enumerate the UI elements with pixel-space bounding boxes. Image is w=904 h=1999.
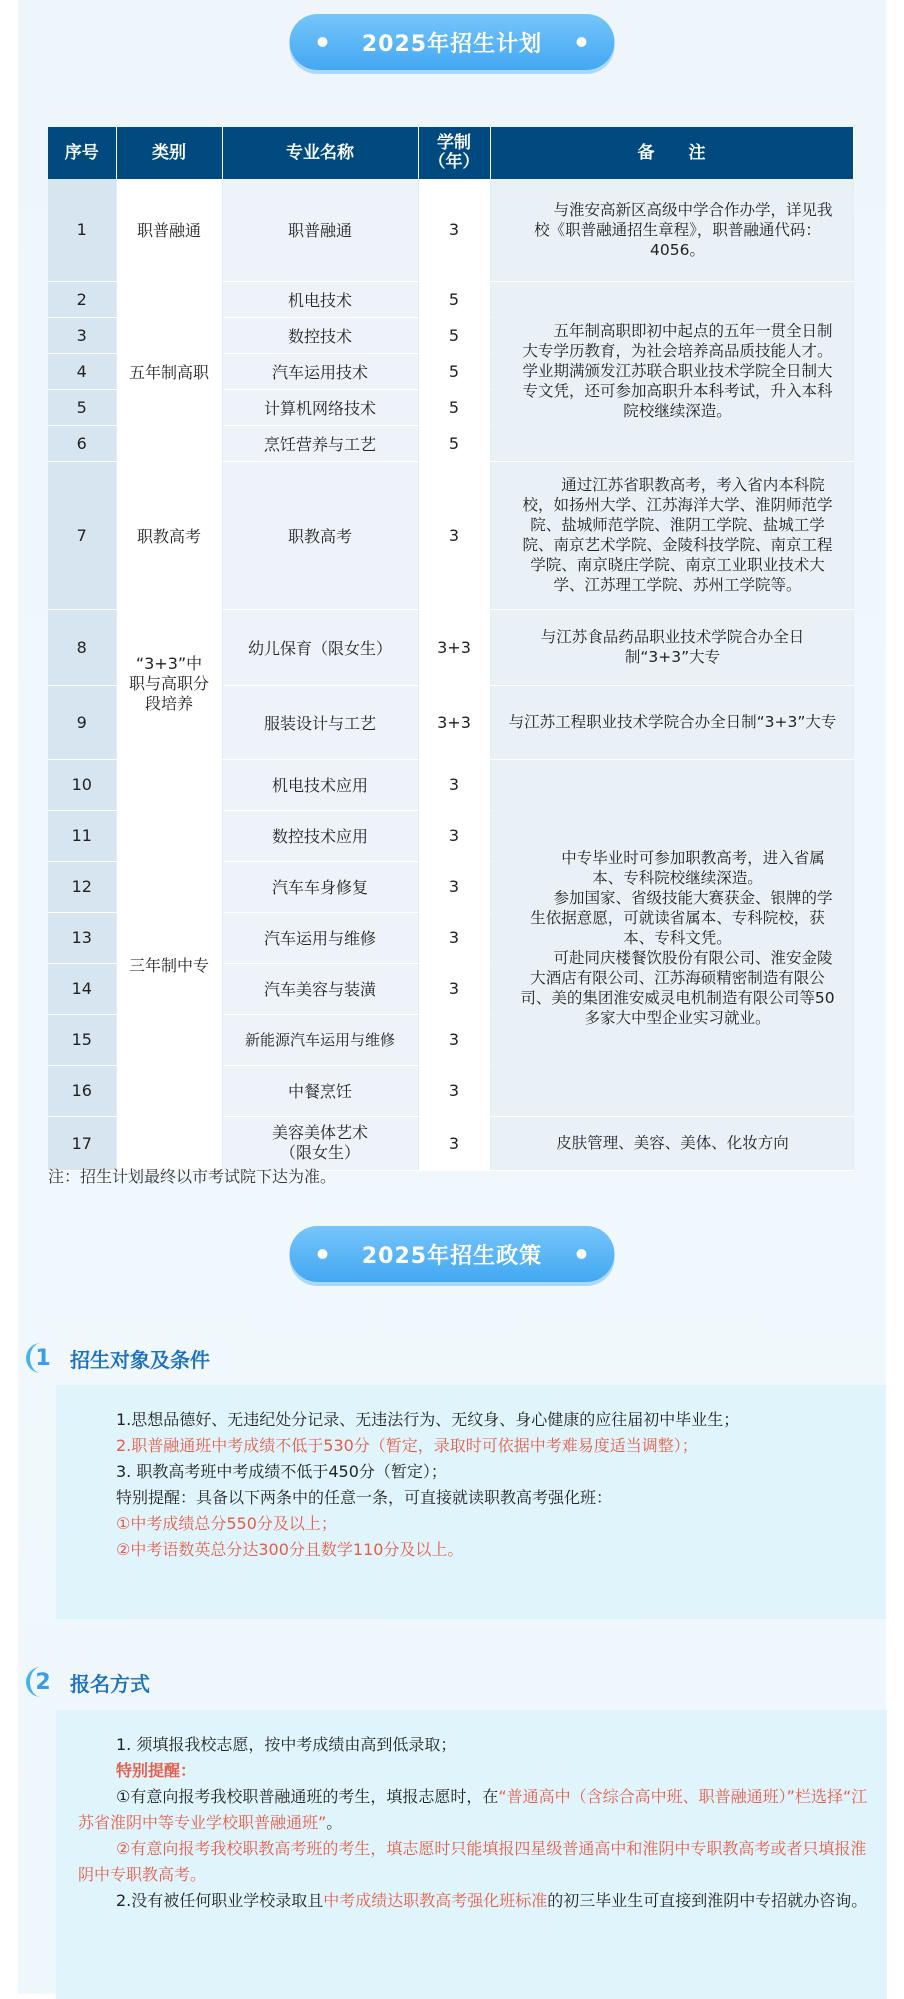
table-row <box>48 281 853 317</box>
row-major: 服装设计与工艺 <box>222 685 418 759</box>
row-major: 计算机网络技术 <box>222 389 418 425</box>
row-no: 11 <box>48 810 116 861</box>
header-no: 序号 <box>48 127 116 179</box>
plan-title: 2025年招生计划 <box>361 31 543 57</box>
row-no: 2 <box>48 281 116 317</box>
registration-box <box>56 1710 887 1999</box>
row-no: 10 <box>48 759 116 810</box>
row-no: 15 <box>48 1014 116 1065</box>
row-no: 9 <box>48 685 116 759</box>
row-no: 1 <box>48 179 116 281</box>
registration-line <box>78 1888 871 1914</box>
table-row <box>48 609 853 685</box>
row-years: 3 <box>418 1014 490 1065</box>
row-years: 5 <box>418 389 490 425</box>
table-row <box>48 179 853 281</box>
registration-line: 1. 须填报我校志愿，按中考成绩由高到低录取； <box>116 1735 457 1754</box>
row-category: 三年制中专 <box>116 759 222 1170</box>
table-header-row <box>48 127 853 179</box>
registration-highlight: 中考成绩达职教高考强化班标准 <box>323 1891 548 1910</box>
row-note: 与江苏工程职业技术学院合办全日制“3+3”大专 <box>490 685 853 759</box>
registration-text: 。 <box>326 1813 343 1832</box>
registration-line <box>78 1784 871 1836</box>
row-years: 3 <box>418 179 490 281</box>
eligibility-line: 3. 职教高考班中考成绩不低于450分（暂定）； <box>116 1462 447 1481</box>
row-years: 3 <box>418 1065 490 1116</box>
registration-text: 的初三毕业生可直接到淮阴中专招就办咨询。 <box>547 1891 868 1910</box>
bullet-dot-icon <box>318 1249 328 1259</box>
row-category: 五年制高职 <box>116 281 222 461</box>
row-years: 5 <box>418 353 490 389</box>
row-major: 幼儿保育（限女生） <box>222 609 418 685</box>
plan-footnote: 注：招生计划最终以市考试院下达为准。 <box>48 1167 337 1186</box>
row-note: 通过江苏省职教高考，考入省内本科院校，如扬州大学、江苏海洋大学、淮阴师范学院、盐城师范学院、淮阴工学院、盐城工学院、南京艺术学院、金陵科技学院、南京工程学院、南京晓庄学院、南京工业职业技术大学、江苏理工学院、苏州工学院等。 <box>490 461 853 609</box>
row-major: 汽车运用与维修 <box>222 912 418 963</box>
row-no: 13 <box>48 912 116 963</box>
header-years-line1: 学制 <box>437 133 471 153</box>
note-paragraph: 参加国家、省级技能大赛获金、银牌的学生依据意愿，可就读省属本、专科院校，获本、专科文凭。 <box>522 888 833 947</box>
bullet-dot-icon <box>318 37 328 47</box>
row-major <box>222 1116 418 1170</box>
row-no: 3 <box>48 317 116 353</box>
row-major: 中餐烹饪 <box>222 1065 418 1116</box>
policy-title: 2025年招生政策 <box>361 1243 543 1269</box>
row-no: 14 <box>48 963 116 1014</box>
section-eligibility-title <box>26 1338 210 1378</box>
row-category: 职普融通 <box>116 179 222 281</box>
section-title-text: 招生对象及条件 <box>70 1347 210 1372</box>
row-major: 汽车车身修复 <box>222 861 418 912</box>
registration-text: ①有意向报考我校职普融通班的考生，填报志愿时，在 <box>116 1787 499 1806</box>
row-years: 3 <box>418 963 490 1014</box>
row-years: 3+3 <box>418 609 490 685</box>
number-two-icon: 2 <box>26 1667 56 1697</box>
row-years: 5 <box>418 281 490 317</box>
row-note: 五年制高职即初中起点的五年一贯全日制大专学历教育，为社会培养高品质技能人才。学业期满颁发江苏联合职业技术学院全日制大专文凭，还可参加高职升本科考试，升入本科院校继续深造。 <box>490 281 853 461</box>
row-major: 烹饪营养与工艺 <box>222 425 418 461</box>
plan-title-banner <box>290 14 615 70</box>
eligibility-line: ②中考语数英总分达300分且数学110分及以上。 <box>116 1540 464 1559</box>
table-row <box>48 461 853 609</box>
row-years: 3 <box>418 1116 490 1170</box>
eligibility-box <box>56 1385 886 1619</box>
row-no: 17 <box>48 1116 116 1170</box>
row-years: 3 <box>418 912 490 963</box>
row-no: 4 <box>48 353 116 389</box>
registration-highlight: “普通高中（含综合高中班、职普融通班）”栏选择“江苏省淮阴中等专业学校职普融通班” <box>78 1787 868 1832</box>
row-no: 5 <box>48 389 116 425</box>
header-category: 类别 <box>116 127 222 179</box>
page <box>18 0 886 1994</box>
row-no: 7 <box>48 461 116 609</box>
row-major: 新能源汽车运用与维修 <box>222 1014 418 1065</box>
category-3plus3-line3: 段培养 <box>144 694 193 713</box>
note-paragraph: 可赴同庆楼餐饮股份有限公司、淮安金陵大酒店有限公司、江苏海硕精密制造有限公司、美的集团淮安威灵电机制造有限公司等50多家大中型企业实习就业。 <box>520 948 835 1027</box>
row-years: 3 <box>418 861 490 912</box>
eligibility-line: 2.职普融通班中考成绩不低于530分（暂定，录取时可依据中考难易度适当调整）； <box>116 1436 698 1455</box>
bullet-dot-icon <box>577 37 587 47</box>
registration-text: 2.没有被任何职业学校录取且 <box>116 1891 324 1910</box>
number-one-icon: 1 <box>26 1343 56 1373</box>
header-years-line2: （年） <box>428 152 480 172</box>
row-years: 3 <box>418 461 490 609</box>
policy-title-banner <box>290 1226 615 1282</box>
eligibility-line: ①中考成绩总分550分及以上； <box>116 1514 337 1533</box>
row-major: 职教高考 <box>222 461 418 609</box>
row-years: 5 <box>418 425 490 461</box>
row-major: 汽车运用技术 <box>222 353 418 389</box>
category-3plus3-line2: 职与高职分 <box>128 674 209 693</box>
row-years: 5 <box>418 317 490 353</box>
row-major: 职普融通 <box>222 179 418 281</box>
row-major: 数控技术应用 <box>222 810 418 861</box>
note-paragraph: 中专毕业时可参加职教高考，进入省属本、专科院校继续深造。 <box>530 848 825 887</box>
row-years: 3 <box>418 810 490 861</box>
major-line1: 美容美体艺术 <box>271 1123 368 1142</box>
row-no: 6 <box>48 425 116 461</box>
header-note: 备 注 <box>490 127 853 179</box>
table-row <box>48 759 853 810</box>
row-years: 3 <box>418 759 490 810</box>
row-no: 8 <box>48 609 116 685</box>
bullet-dot-icon <box>577 1249 587 1259</box>
row-major: 汽车美容与装潢 <box>222 963 418 1014</box>
header-years <box>418 127 490 179</box>
section-registration-title <box>26 1662 150 1702</box>
header-major: 专业名称 <box>222 127 418 179</box>
major-line2: （限女生） <box>279 1143 360 1162</box>
row-major: 机电技术 <box>222 281 418 317</box>
row-major: 机电技术应用 <box>222 759 418 810</box>
row-note: 与淮安高新区高级中学合作办学，详见我校《职普融通招生章程》，职普融通代码：4056。 <box>490 179 853 281</box>
eligibility-line: 1.思想品德好、无违纪处分记录、无违法行为、无纹身、身心健康的应往届初中毕业生； <box>116 1410 740 1429</box>
enrollment-plan-table <box>48 127 854 1171</box>
eligibility-line: 特别提醒：具备以下两条中的任意一条，可直接就读职教高考强化班： <box>116 1488 613 1507</box>
registration-line: ②有意向报考我校职教高考班的考生，填志愿时只能填报四星级普通高中和淮阴中专职教高考或者只填报淮阴中专职教高考。 <box>78 1839 867 1884</box>
row-major: 数控技术 <box>222 317 418 353</box>
category-3plus3-line1: “3+3”中 <box>135 654 203 673</box>
row-note: 皮肤管理、美容、美体、化妆方向 <box>490 1116 853 1170</box>
section-title-text: 报名方式 <box>70 1671 150 1696</box>
row-category <box>116 609 222 759</box>
row-note <box>490 759 853 1116</box>
row-no: 16 <box>48 1065 116 1116</box>
row-category: 职教高考 <box>116 461 222 609</box>
row-note: 与江苏食品药品职业技术学院合办全日制“3+3”大专 <box>490 609 853 685</box>
registration-line: 特别提醒： <box>116 1761 197 1780</box>
row-years: 3+3 <box>418 685 490 759</box>
row-no: 12 <box>48 861 116 912</box>
